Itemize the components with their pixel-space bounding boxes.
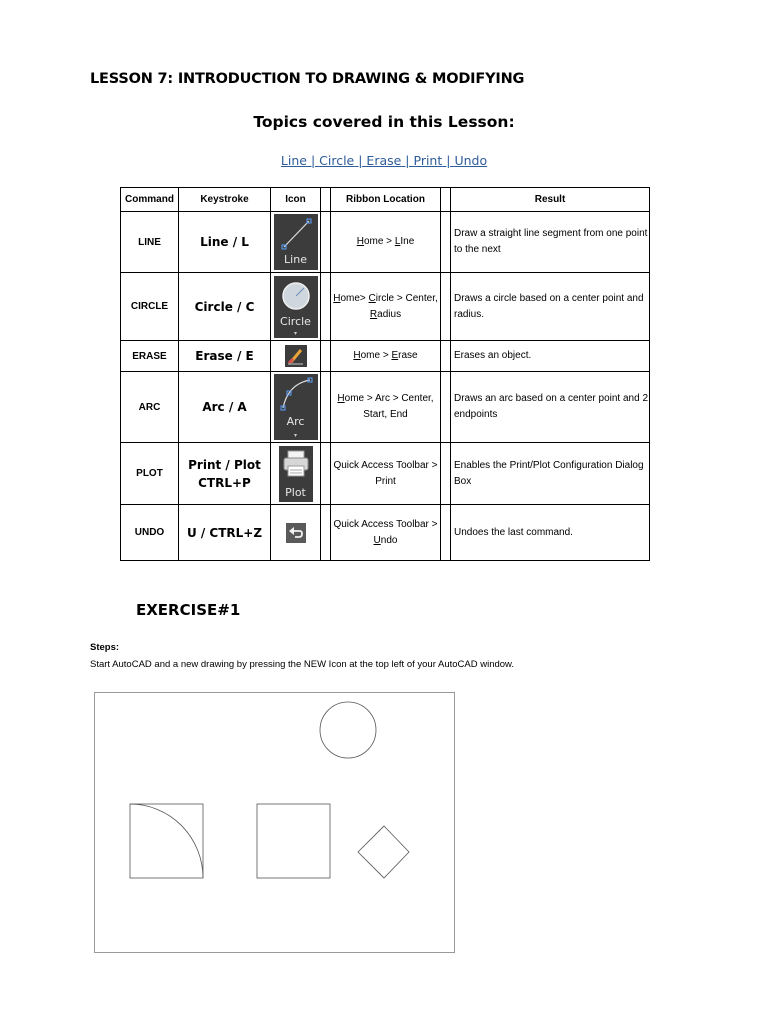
icon-label: Circle xyxy=(280,314,311,328)
spacer-cell xyxy=(441,372,451,443)
drawing-square-with-arc xyxy=(130,804,203,878)
spacer-cell xyxy=(441,505,451,561)
command-name: LINE xyxy=(121,212,179,273)
ribbon-text: Quick Access Toolbar > xyxy=(333,518,438,530)
ribbon-location xyxy=(331,505,441,561)
topic-link-erase[interactable]: Erase xyxy=(366,153,402,168)
plot-printer-icon xyxy=(279,468,313,499)
ribbon-text: U xyxy=(373,534,381,546)
ribbon-text: ome > Arc > Center, Start, End xyxy=(344,393,434,420)
table-row xyxy=(121,372,650,443)
command-name: ARC xyxy=(121,372,179,443)
ribbon-location xyxy=(331,273,441,341)
icon-cell xyxy=(271,273,321,341)
result-text: Enables the Print/Plot Configuration Dialog Box xyxy=(451,443,650,505)
ribbon-text: C xyxy=(368,292,376,304)
icon-cell xyxy=(271,372,321,443)
exercise-drawing xyxy=(94,692,456,954)
drawing-circle xyxy=(320,702,376,758)
ribbon-text: ircle > Center, xyxy=(375,292,438,304)
header-result: Result xyxy=(451,188,650,212)
topics-links xyxy=(0,153,768,168)
topic-link-line[interactable]: Line xyxy=(280,153,307,168)
table-row xyxy=(121,443,650,505)
ribbon-location xyxy=(331,372,441,443)
result-text: Draws an arc based on a center point and 2 endpoints xyxy=(451,372,650,443)
result-text: Undoes the last command. xyxy=(451,505,650,561)
spacer-cell xyxy=(441,341,451,372)
ribbon-location xyxy=(331,341,441,372)
ribbon-text: Ine xyxy=(400,236,415,247)
spacer-cell xyxy=(321,443,331,505)
icon-cell xyxy=(271,212,321,273)
spacer-cell xyxy=(321,505,331,561)
table-row xyxy=(121,212,650,273)
icon-cell xyxy=(271,341,321,372)
topics-title: Topics covered in this Lesson: xyxy=(253,113,515,131)
icon-cell xyxy=(271,443,321,505)
command-name: CIRCLE xyxy=(121,273,179,341)
line-icon xyxy=(274,237,318,266)
ribbon-text: ome> xyxy=(340,292,369,304)
keystroke xyxy=(179,212,271,273)
header-keystroke: Keystroke xyxy=(179,188,271,212)
ribbon-text: H xyxy=(333,292,341,304)
header-ribbon: Ribbon Location xyxy=(331,188,441,212)
topic-separator: | xyxy=(442,153,455,168)
exercise-title: EXERCISE#1 xyxy=(136,601,241,619)
topic-separator: | xyxy=(401,153,414,168)
icon-label: Line xyxy=(284,253,307,266)
commands-table xyxy=(120,187,650,561)
keystroke xyxy=(179,273,271,341)
topic-separator: | xyxy=(306,153,320,168)
icon-label: Arc xyxy=(286,415,305,428)
keystroke-line: CTRL+P xyxy=(198,475,251,490)
keystroke xyxy=(179,372,271,443)
ribbon-text: ndo xyxy=(380,534,398,546)
erase-icon xyxy=(285,351,307,362)
ribbon-location xyxy=(331,443,441,505)
drawing-border xyxy=(95,693,455,953)
spacer-cell xyxy=(321,372,331,443)
keystroke xyxy=(179,505,271,561)
spacer-cell xyxy=(441,273,451,341)
ribbon-text: H xyxy=(337,393,345,404)
ribbon-text: rase xyxy=(398,350,418,361)
keystroke xyxy=(179,341,271,372)
keystroke-line: Print / Plot xyxy=(188,457,261,472)
spacer-cell xyxy=(441,443,451,505)
icon-cell xyxy=(271,505,321,561)
header-spacer xyxy=(441,188,451,212)
table-row xyxy=(121,341,650,372)
table-row xyxy=(121,505,650,561)
ribbon-text: adius xyxy=(377,308,402,320)
keystroke-line: Erase / E xyxy=(195,349,254,363)
undo-icon xyxy=(286,527,306,538)
command-name: PLOT xyxy=(121,443,179,505)
topic-separator: | xyxy=(354,153,367,168)
ribbon-text: R xyxy=(369,308,378,320)
result-text: Draw a straight line segment from one point to the next xyxy=(451,212,650,273)
table-row xyxy=(121,273,650,341)
arc-icon: Arc ▾ xyxy=(274,402,318,413)
spacer-cell xyxy=(441,212,451,273)
keystroke-line: Line / L xyxy=(200,235,249,249)
command-name: UNDO xyxy=(121,505,179,561)
drawing-square xyxy=(257,804,330,878)
ribbon-location xyxy=(331,212,441,273)
ribbon-text: H xyxy=(356,236,364,247)
header-command: Command xyxy=(121,188,179,212)
keystroke-line: Circle / C xyxy=(194,299,255,314)
topic-link-print[interactable]: Print xyxy=(413,153,443,168)
result-text: Draws a circle based on a center point and radius. xyxy=(451,273,650,341)
ribbon-text: L xyxy=(394,236,401,247)
ribbon-text: ome > xyxy=(363,236,395,247)
command-name: ERASE xyxy=(121,341,179,372)
lesson-heading: LESSON 7: INTRODUCTION TO DRAWING & MODIFYING xyxy=(90,71,525,87)
ribbon-text: E xyxy=(391,350,399,361)
keystroke xyxy=(179,443,271,505)
ribbon-text: Quick Access Toolbar > Print xyxy=(333,459,438,487)
header-icon: Icon xyxy=(271,188,321,212)
steps-label: Steps: xyxy=(90,642,120,653)
drawing-diamond xyxy=(358,826,409,878)
drawing-quarter-arc xyxy=(130,804,203,878)
result-text: Erases an object. xyxy=(451,341,650,372)
topic-link-undo[interactable]: Undo xyxy=(454,153,488,168)
topic-link-circle[interactable]: Circle xyxy=(319,153,355,168)
spacer-cell xyxy=(321,212,331,273)
keystroke-line: U / CTRL+Z xyxy=(186,525,263,540)
header-spacer xyxy=(321,188,331,212)
icon-label: Plot xyxy=(285,485,306,499)
keystroke-line: Arc / A xyxy=(202,400,247,414)
circle-icon: Circle ▾ xyxy=(274,301,318,312)
table-header-row xyxy=(121,188,650,212)
ribbon-text: H xyxy=(353,350,361,361)
spacer-cell xyxy=(321,341,331,372)
spacer-cell xyxy=(321,273,331,341)
ribbon-text: ome > xyxy=(360,350,392,361)
steps-text: Start AutoCAD and a new drawing by pressing the NEW Icon at the top left of your AutoCAD window. xyxy=(90,659,515,670)
